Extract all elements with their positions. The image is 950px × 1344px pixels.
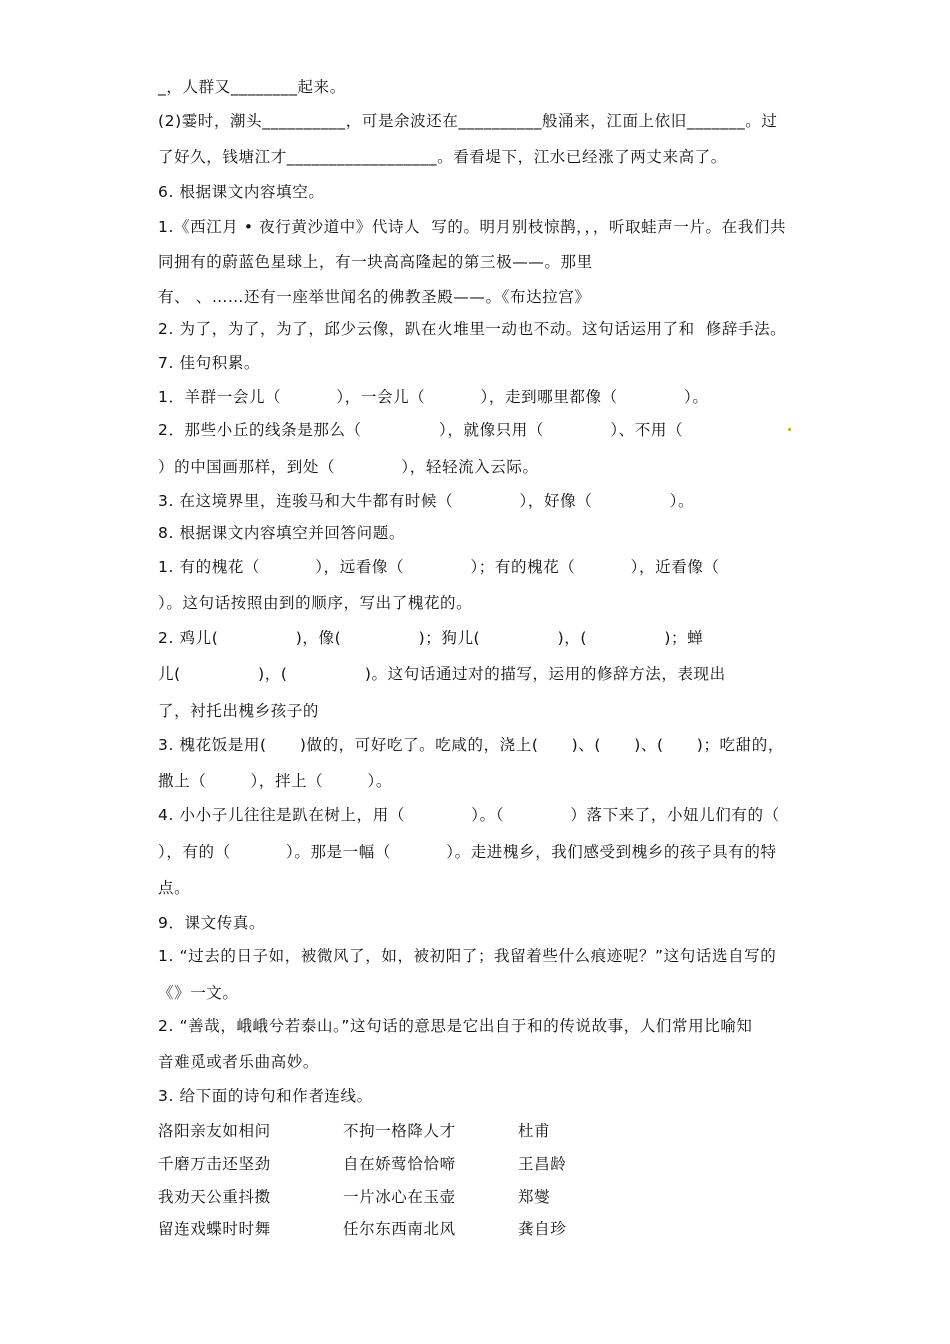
section-heading: 7. 佳句积累。 (158, 354, 261, 372)
text-line: 音难觅或者乐曲高妙。 (158, 1053, 320, 1071)
text-line: 了好久，钱塘江才__________________。看看堤下，江水已经涨了两丈来高了。 (158, 148, 727, 166)
text-line: 2．那些小丘的线条是那么（ ），就像只用（ ）、不用（ (158, 421, 684, 439)
text-line: ），有的（ ）。那是一幅（ ）。走进槐乡，我们感受到槐乡的孩子具有的特 (158, 843, 777, 861)
text-line: 1. “过去的日子如，被微风了，如，被初阳了；我留着些什么痕迹呢？”这句话选自写的 (158, 947, 777, 965)
text-line: (2)霎时，潮头__________，可是余波还在__________般涌来，江面上依旧_______。过 (158, 112, 778, 130)
text-line: ）。这句话按照由到的顺序，写出了槐花的。 (158, 594, 473, 612)
section-heading: 8. 根据课文内容填空并回答问题。 (158, 524, 405, 542)
poem-line: 我劝天公重抖擞 (158, 1188, 271, 1206)
text-line: 撒上（ ），拌上（ ）。 (158, 772, 392, 790)
text-line: 1.《西江月 • 夜行黄沙道中》代诗人 写的。明月别枝惊鹊，，，听取蛙声一片。在我们共 (158, 218, 787, 236)
poet-name: 龚自珍 (518, 1220, 567, 1238)
text-line: 同拥有的蔚蓝色星球上，有一块高高隆起的第三极——。那里 (158, 253, 593, 271)
poet-name: 王昌龄 (518, 1155, 567, 1173)
poem-line: 任尔东西南北风 (343, 1220, 456, 1238)
text-line: ）的中国画那样，到处（ ），轻轻流入云际。 (158, 458, 539, 476)
section-heading: 6. 根据课文内容填空。 (158, 183, 325, 201)
text-line: 儿( )，( )。这句话通过对的描写，运用的修辞方法，表现出 (158, 665, 726, 683)
poet-name: 杜甫 (518, 1122, 551, 1140)
text-line: 2. 为了，为了，为了，邱少云像，趴在火堆里一动也不动。这句话运用了和 修辞手法。 (158, 320, 787, 338)
text-line: 1．羊群一会儿（ ），一会儿（ ），走到哪里都像（ ）。 (158, 388, 709, 406)
text-line: 《》一文。 (158, 984, 239, 1002)
poem-line: 不拘一格降人才 (343, 1122, 456, 1140)
text-line: 3. 在这境界里，连骏马和大牛都有时候（ ），好像（ ）。 (158, 492, 695, 510)
text-line: 3. 给下面的诗句和作者连线。 (158, 1087, 373, 1105)
poem-line: 自在娇莺恰恰啼 (343, 1155, 456, 1173)
text-line: 3. 槐花饭是用( )做的，可好吃了。吃咸的，浇上( )、( )、( )；吃甜的， (158, 736, 784, 754)
text-line: _，人群又________起来。 (158, 78, 346, 96)
poem-line: 留连戏蝶时时舞 (158, 1220, 271, 1238)
text-line: 4. 小小子儿往往是趴在树上，用（ ）。（ ）落下来了，小妞儿们有的（ (158, 806, 780, 824)
text-line: 2. “善哉，峨峨兮若泰山。”这句话的意思是它出自于和的传说故事，人们常用比喻知 (158, 1017, 753, 1035)
poem-line: 洛阳亲友如相问 (158, 1122, 271, 1140)
poem-line: 一片冰心在玉壶 (343, 1188, 456, 1206)
text-line: 1. 有的槐花（ ），远看像（ ）；有的槐花（ ），近看像（ (158, 558, 720, 576)
text-line: 2. 鸡儿( )，像( )；狗儿( )，( )；蝉 (158, 629, 704, 647)
section-heading: 9．课文传真。 (158, 914, 266, 932)
poem-line: 千磨万击还坚劲 (158, 1155, 271, 1173)
text-line: 点。 (158, 879, 191, 897)
text-line: 有、 、……还有一座举世闻名的佛教圣殿——。《布达拉宫》 (158, 288, 591, 306)
text-line: 了，衬托出槐乡孩子的 (158, 702, 320, 720)
stray-mark (788, 428, 791, 431)
poet-name: 郑燮 (518, 1188, 551, 1206)
